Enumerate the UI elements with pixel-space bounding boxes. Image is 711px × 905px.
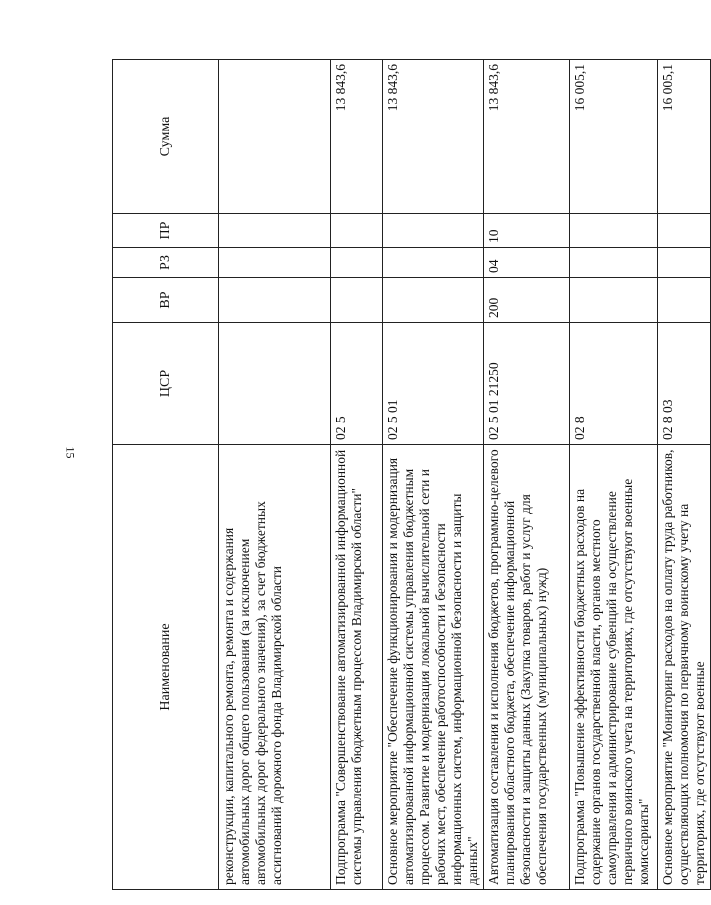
cell-vr: 200 xyxy=(484,278,570,323)
page-number: 15 xyxy=(63,446,78,459)
cell-rz xyxy=(658,248,711,278)
cell-name: Автоматизация составления и исполнения бюджетов, программно-целевого планирования областного бюджета, обеспечение информационной безопасности и защиты данных (Закупка товаров, работ и услуг для обеспечения государственных (муниципальных) нужд) xyxy=(484,445,570,890)
cell-vr xyxy=(570,278,658,323)
cell-vr xyxy=(219,278,331,323)
cell-vr xyxy=(383,278,484,323)
cell-name: Подпрограмма "Повышение эффективности бюджетных расходов на содержание органов государственной власти, органов местного самоуправления и администрирование субвенций на осуществление первичного воинского учета на территориях, где отсутствуют военные комиссариаты" xyxy=(570,445,658,890)
header-rz: РЗ xyxy=(113,248,219,278)
cell-rz xyxy=(331,248,383,278)
cell-name: Основное мероприятие "Мониторинг расходов на оплату труда работников, осуществляющих полномочия по первичному воинскому учету на территориях, где отсутствуют военные xyxy=(658,445,711,890)
cell-sum xyxy=(219,60,331,214)
table-header-row xyxy=(113,60,219,890)
cell-sum: 13 843,6 xyxy=(331,60,383,214)
table-row xyxy=(570,60,658,890)
cell-pr xyxy=(658,214,711,248)
header-pr: ПР xyxy=(113,214,219,248)
cell-pr xyxy=(570,214,658,248)
table-row xyxy=(484,60,570,890)
table-row xyxy=(383,60,484,890)
header-name: Наименование xyxy=(113,445,219,890)
cell-rz xyxy=(570,248,658,278)
table-row xyxy=(331,60,383,890)
budget-table-sheet xyxy=(112,60,707,890)
cell-rz xyxy=(383,248,484,278)
cell-vr xyxy=(658,278,711,323)
cell-sum: 16 005,1 xyxy=(658,60,711,214)
header-sum: Сумма xyxy=(113,60,219,214)
cell-vr xyxy=(331,278,383,323)
cell-sum: 13 843,6 xyxy=(383,60,484,214)
cell-name: Подпрограмма "Совершенствование автоматизированной информационной системы управления бюджетным процессом Владимирской области" xyxy=(331,445,383,890)
cell-rz: 04 xyxy=(484,248,570,278)
cell-pr xyxy=(219,214,331,248)
cell-csr xyxy=(219,323,331,445)
cell-sum: 16 005,1 xyxy=(570,60,658,214)
cell-pr xyxy=(383,214,484,248)
cell-pr xyxy=(331,214,383,248)
cell-name: реконструкции, капитального ремонта, ремонта и содержания автомобильных дорог общего пользования (за исключением автомобильных дорог федерального значения), за счет бюджетных ассигнований дорожного фонда Владимирской области xyxy=(219,445,331,890)
cell-name: Основное мероприятие "Обеспечение функционирования и модернизация автоматизированной информационной системы управления бюджетным процессом. Развитие и модернизация локальной вычислительной сети и рабочих мест, обеспечение работоспособности и безопасности информационных систем, информационной безопасности и защиты данных" xyxy=(383,445,484,890)
cell-csr: 02 5 01 21250 xyxy=(484,323,570,445)
table-row xyxy=(219,60,331,890)
header-vr: ВР xyxy=(113,278,219,323)
cell-rz xyxy=(219,248,331,278)
table-row xyxy=(658,60,711,890)
cell-csr: 02 8 xyxy=(570,323,658,445)
cell-csr: 02 5 xyxy=(331,323,383,445)
header-csr: ЦСР xyxy=(113,323,219,445)
budget-table xyxy=(112,59,711,890)
cell-csr: 02 8 03 xyxy=(658,323,711,445)
cell-pr: 10 xyxy=(484,214,570,248)
cell-sum: 13 843,6 xyxy=(484,60,570,214)
cell-csr: 02 5 01 xyxy=(383,323,484,445)
